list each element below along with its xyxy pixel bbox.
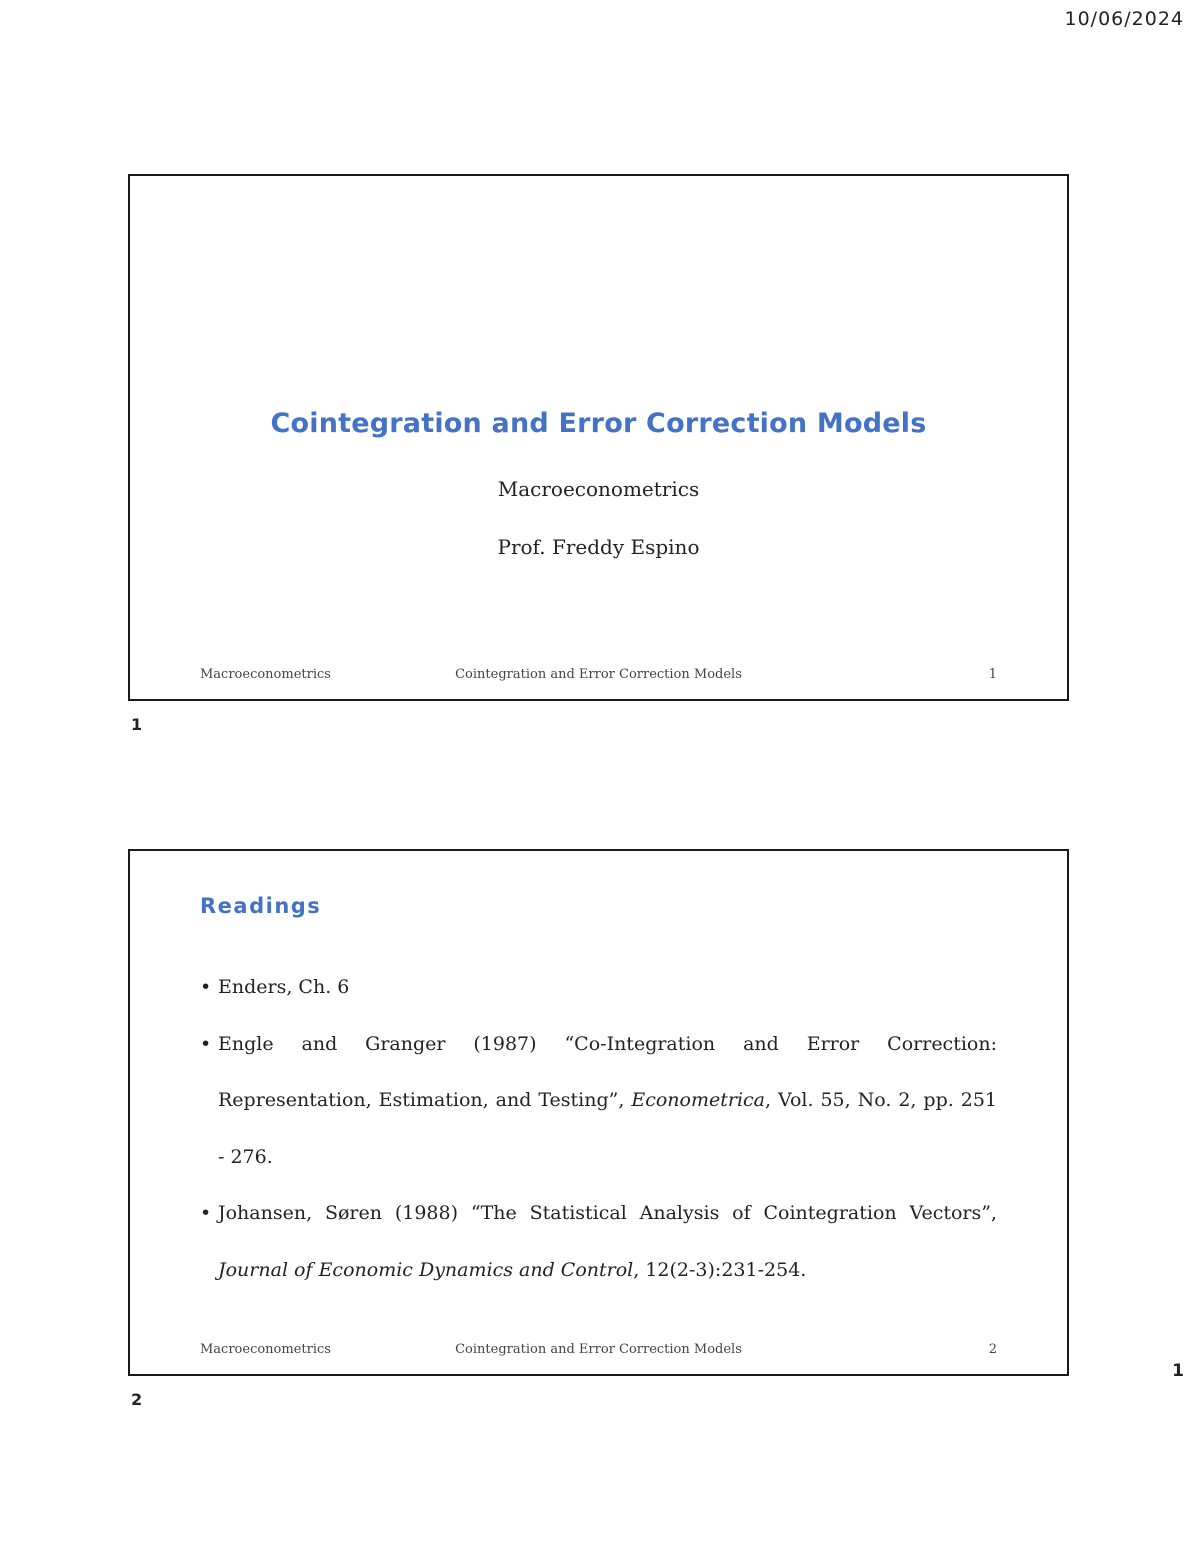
bullet-icon: • <box>200 1202 212 1224</box>
reading-details: , 12(2-3):231-254. <box>633 1258 807 1281</box>
slide-footer <box>200 667 997 685</box>
footer-course: Macroeconometrics <box>200 667 331 682</box>
slide-readings-frame <box>128 849 1069 1376</box>
list-item <box>200 959 997 1016</box>
bullet-icon: • <box>200 1032 212 1055</box>
list-item <box>200 1016 997 1186</box>
print-date: 10/06/2024 <box>1064 8 1184 30</box>
slide-number-label: 2 <box>131 1390 143 1409</box>
footer-topic: Cointegration and Error Correction Models <box>455 667 742 682</box>
footer-slide-number: 2 <box>988 1342 997 1357</box>
slide-title: Cointegration and Error Correction Models <box>270 408 927 439</box>
title-block <box>130 408 1067 559</box>
readings-list <box>200 959 997 1298</box>
course-name: Macroeconometrics <box>497 477 700 501</box>
slide-footer <box>200 1342 997 1360</box>
author-name: Prof. Freddy Espino <box>497 535 700 559</box>
reading-journal: Journal of Economic Dynamics and Control <box>218 1258 634 1281</box>
slide-title-frame <box>128 174 1069 701</box>
sheet-page-number: 1 <box>1172 1361 1184 1381</box>
reading-text: Enders, Ch. 6 <box>218 976 350 998</box>
readings-heading: Readings <box>200 894 322 918</box>
reading-citation: Johansen, Søren (1988) “The Statistical Analysis of Cointegration Vectors”, <box>218 1202 997 1224</box>
footer-topic: Cointegration and Error Correction Models <box>455 1342 742 1357</box>
bullet-icon: • <box>200 976 212 998</box>
reading-citation: Engle and Granger (1987) “Co-Integration and Error Correction: Representation, Estimation, and Testing”, <box>218 1032 997 1111</box>
reading-journal: Econometrica <box>631 1089 765 1111</box>
list-item <box>200 1185 997 1298</box>
footer-course: Macroeconometrics <box>200 1342 331 1357</box>
footer-slide-number: 1 <box>988 667 997 682</box>
slide-number-label: 1 <box>131 715 143 734</box>
reading-details: , Vol. 55, No. 2, pp. 251 - 276. <box>218 1089 997 1168</box>
